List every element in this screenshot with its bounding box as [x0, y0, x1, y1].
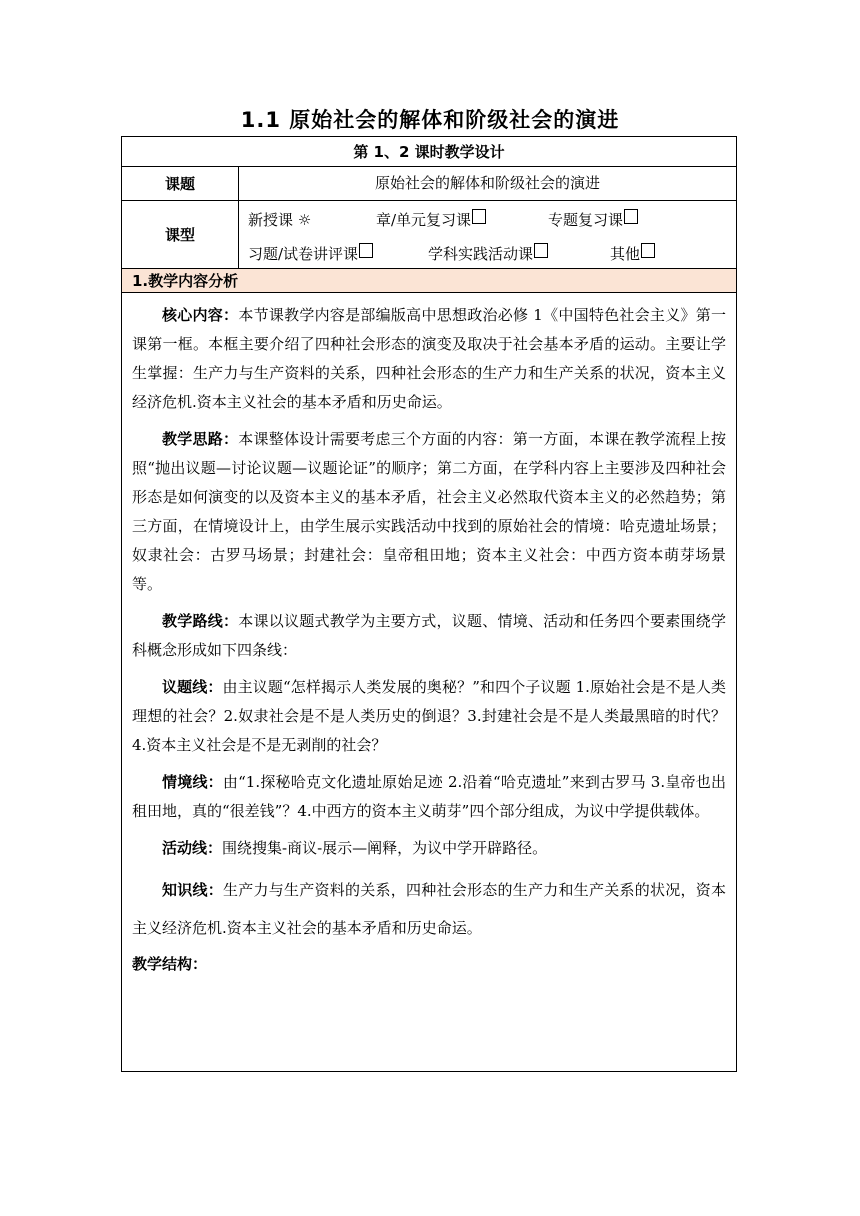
option-label: 习题/试卷讲评课: [248, 245, 359, 263]
topic-value: 原始社会的解体和阶级社会的演进: [374, 174, 600, 192]
paragraph-label: 教学思路：: [162, 430, 239, 448]
option-unit-review[interactable]: [376, 209, 471, 230]
option-new-lesson[interactable]: [248, 209, 311, 230]
paragraph-label: 知识线：: [162, 881, 223, 899]
paragraph-text: 本课以议题式教学为主要方式，议题、情境、活动和任务四个要素围绕学科概念形成如下四条线：: [132, 612, 726, 659]
option-label: 新授课: [248, 211, 294, 229]
paragraph-label: 教学路线：: [162, 612, 239, 630]
paragraph-text: 生产力与生产资料的关系，四种社会形态的生产力和生产关系的状况，资本主义经济危机.资本主义社会的基本矛盾和历史命运。: [132, 881, 726, 937]
paragraph-label: 情境线：: [162, 773, 223, 791]
option-label: 章/单元复习课: [376, 211, 472, 229]
teaching-structure-label: 教学结构：: [132, 955, 208, 973]
paragraph-label: 核心内容：: [162, 306, 239, 324]
option-label: 其他: [610, 245, 641, 263]
topic-row: [122, 167, 736, 201]
option-exercise-review[interactable]: [248, 243, 358, 264]
option-other[interactable]: [610, 243, 640, 264]
lesson-type-label: 课型: [122, 201, 239, 268]
checkbox-icon: [534, 243, 548, 258]
paragraph-label: 议题线：: [162, 678, 223, 696]
lesson-header: 第 1、2 课时教学设计: [122, 137, 736, 167]
option-topic-review[interactable]: [548, 209, 623, 230]
paragraph-text: 本节课教学内容是部编版高中思想政治必修 1《中国特色社会主义》第一课第一框。本框主要介绍了四种社会形态的演变及取决于社会基本矛盾的运动。主要让学生掌握：生产力与生产资料的关系，四种社会形态的生产力和生产关系的状况，资本主义经济危机.资本主义社会的基本矛盾和历史命运。: [132, 306, 726, 411]
paragraph-teaching-idea: [132, 425, 726, 599]
checkbox-icon: [472, 209, 486, 224]
paragraph-text: 本课整体设计需要考虑三个方面的内容：第一方面，本课在教学流程上按照“抛出议题—讨论议题—议题论证”的顺序；第二方面，在学科内容上主要涉及四种社会形态是如何演变的以及资本主义的基本矛盾，社会主义必然取代资本主义的必然趋势；第三方面，在情境设计上，由学生展示实践活动中找到的原始社会的情境：哈克遗址场景；奴隶社会：古罗马场景；封建社会：皇帝租田地；资本主义社会：中西方资本萌芽场景等。: [132, 430, 726, 593]
content-analysis: [132, 293, 726, 974]
checkbox-icon: [359, 243, 373, 258]
paragraph-label: 活动线：: [162, 839, 223, 857]
option-practice-activity[interactable]: [428, 243, 533, 264]
option-label: 学科实践活动课: [428, 245, 534, 263]
option-label: 专题复习课: [548, 211, 624, 229]
paragraph-issue-line: [132, 673, 726, 760]
checkbox-icon: [641, 243, 655, 258]
lesson-type-row: [122, 201, 736, 269]
paragraph-teaching-route: [132, 607, 726, 665]
paragraph-text: 由“1.探秘哈克文化遗址原始足迹 2.沿着“哈克遗址”来到古罗马 3.皇帝也出租田地，真的“很差钱”？4.中西方的资本主义萌芽”四个部分组成，为议中学提供载体。: [132, 773, 726, 820]
paragraph-core-content: [132, 301, 726, 417]
paragraph-knowledge-line: [132, 871, 726, 947]
selected-mark-icon: ☼: [297, 211, 312, 229]
topic-label: 课题: [122, 167, 239, 200]
paragraph-text: 围绕搜集-商议-展示—阐释，为议中学开辟路径。: [222, 839, 548, 857]
paragraph-situation-line: [132, 768, 726, 826]
checkbox-icon: [624, 209, 638, 224]
section-heading: 1.教学内容分析: [122, 269, 736, 293]
lesson-plan-table: [121, 136, 737, 1072]
paragraph-activity-line: [132, 834, 726, 863]
document-title: 1.1 原始社会的解体和阶级社会的演进: [240, 108, 620, 132]
paragraph-text: 由主议题“怎样揭示人类发展的奥秘？”和四个子议题 1.原始社会是不是人类理想的社会？2.奴隶社会是不是人类历史的倒退？3.封建社会是不是人类最黑暗的时代？4.资本主义社会是不是无剥削的社会？: [132, 678, 726, 754]
